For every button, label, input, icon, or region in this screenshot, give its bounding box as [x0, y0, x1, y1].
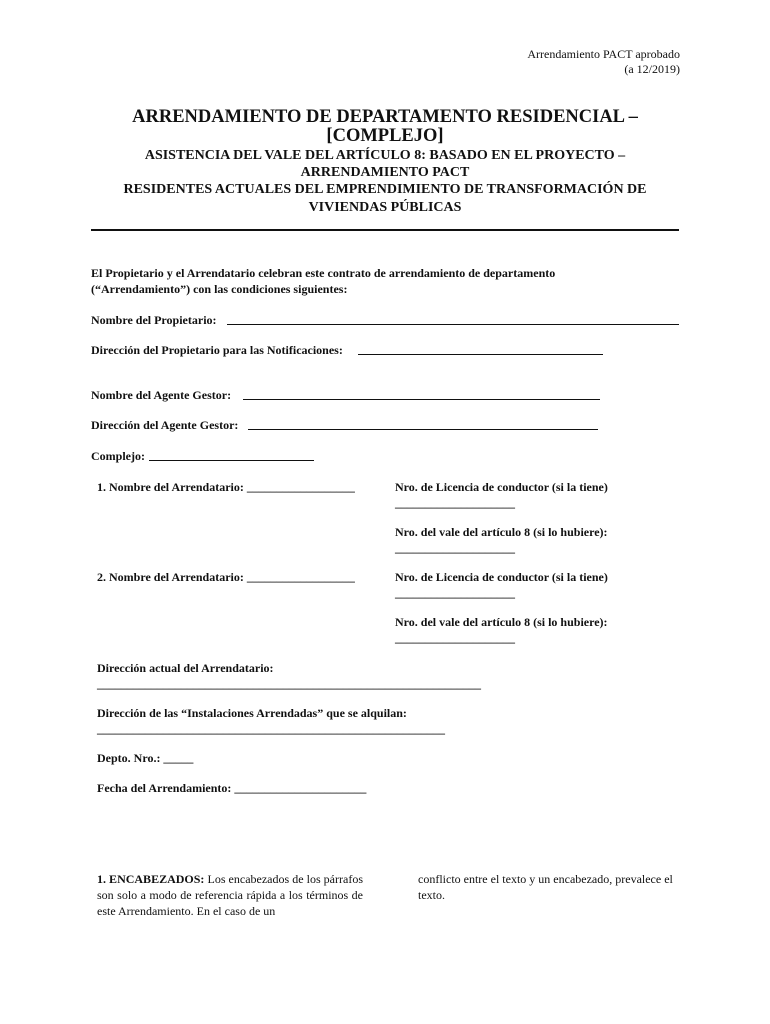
tenant1-voucher-field[interactable]: ____________________: [395, 541, 515, 555]
tenant1-name[interactable]: 1. Nombre del Arrendatario: __________________: [97, 480, 355, 494]
complex-field[interactable]: [149, 448, 314, 461]
subtitle-line-3: RESIDENTES ACTUALES DEL EMPRENDIMIENTO DE TRANSFORMACIÓN DE: [123, 182, 647, 197]
agent-name-label: Nombre del Agente Gestor:: [91, 388, 232, 402]
title-line-2: [COMPLEJO]: [326, 126, 444, 146]
tenant-address-field[interactable]: ________________________________________________________________: [97, 677, 481, 691]
subtitle-line-4: VIVIENDAS PÚBLICAS: [308, 200, 462, 215]
lease-date-field[interactable]: Fecha del Arrendamiento: ______________________: [97, 781, 367, 795]
apartment-number-field[interactable]: Depto. Nro.: _____: [97, 751, 194, 765]
header-date: (a 12/2019): [624, 62, 680, 76]
owner-name-field[interactable]: [227, 312, 679, 325]
tenant1-license-label: Nro. de Licencia de conductor (si la tiene): [395, 480, 608, 494]
intro-line-1: El Propietario y el Arrendatario celebran este contrato de arrendamiento de departamento: [91, 266, 556, 280]
tenant1-license-field[interactable]: ____________________: [395, 496, 515, 510]
owner-address-label: Dirección del Propietario para las Notificaciones:: [91, 343, 343, 357]
complex-label: Complejo:: [91, 449, 145, 463]
tenant-address-label: Dirección actual del Arrendatario:: [97, 661, 274, 675]
header-approval: Arrendamiento PACT aprobado: [527, 47, 680, 61]
section1-left-column: [97, 871, 363, 919]
title-divider: [91, 229, 679, 231]
tenant2-license-field[interactable]: ____________________: [395, 586, 515, 600]
owner-name-label: Nombre del Propietario:: [91, 313, 217, 327]
subtitle-line-2: ARRENDAMIENTO PACT: [300, 165, 470, 180]
owner-address-field[interactable]: [358, 342, 603, 355]
section1-left-text: Los encabezados de los párrafos son solo a modo de referencia rápida a los términos de este Arrendamiento. En el caso de un: [97, 872, 363, 918]
section1-right-column: [418, 871, 682, 903]
intro-line-2: (“Arrendamiento”) con las condiciones siguientes:: [91, 282, 348, 296]
tenant2-voucher-field[interactable]: ____________________: [395, 631, 515, 645]
premises-address-field[interactable]: __________________________________________________________: [97, 722, 445, 736]
agent-address-label: Dirección del Agente Gestor:: [91, 418, 239, 432]
title-line-1: ARRENDAMIENTO DE DEPARTAMENTO RESIDENCIAL –: [132, 107, 638, 127]
subtitle-line-1: ASISTENCIA DEL VALE DEL ARTÍCULO 8: BASADO EN EL PROYECTO –: [144, 148, 626, 163]
section1-right-text: conflicto entre el texto y un encabezado, prevalece el texto.: [418, 872, 673, 902]
tenant1-voucher-label: Nro. del vale del artículo 8 (si lo hubiere):: [395, 525, 608, 539]
agent-address-field[interactable]: [248, 417, 598, 430]
premises-address-label: Dirección de las “Instalaciones Arrendadas” que se alquilan:: [97, 706, 407, 720]
tenant2-name[interactable]: 2. Nombre del Arrendatario: __________________: [97, 570, 355, 584]
section1-heading: 1. ENCABEZADOS:: [97, 872, 205, 886]
tenant2-voucher-label: Nro. del vale del artículo 8 (si lo hubiere):: [395, 615, 608, 629]
agent-name-field[interactable]: [243, 387, 600, 400]
tenant2-license-label: Nro. de Licencia de conductor (si la tiene): [395, 570, 608, 584]
